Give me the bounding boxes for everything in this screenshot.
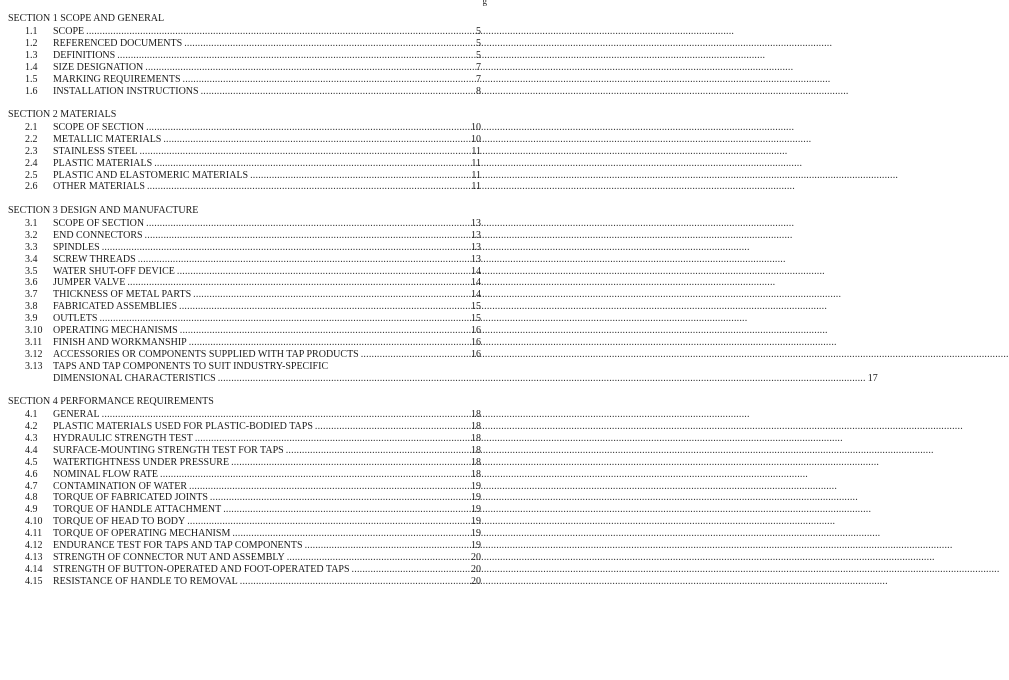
toc-section	[8, 396, 481, 588]
entry-number: 4.9	[25, 504, 38, 516]
toc-section	[8, 109, 481, 193]
entry-number: 4.1	[25, 409, 38, 421]
entry-title: MARKING REQUIREMENTS	[53, 73, 181, 85]
toc-entry[interactable]	[8, 552, 481, 564]
entry-title: SURFACE-MOUNTING STRENGTH TEST FOR TAPS	[53, 444, 284, 456]
entry-page-number: 16	[471, 325, 481, 337]
dot-leader	[160, 469, 469, 481]
entry-title: END CONNECTORS	[53, 229, 143, 241]
entry-page-number: 11	[471, 157, 481, 169]
entry-page-number: 19	[471, 480, 481, 492]
section-heading[interactable]: SECTION 3 DESIGN AND MANUFACTURE	[8, 204, 199, 216]
dot-leader	[286, 445, 469, 457]
dot-leader	[154, 158, 469, 170]
toc-section	[8, 204, 878, 385]
entry-page-number: 20	[471, 563, 481, 575]
dot-leader	[201, 86, 471, 98]
entry-title: OPERATING MECHANISMS	[53, 325, 178, 337]
dot-leader	[361, 349, 469, 361]
dot-leader	[218, 373, 866, 385]
entry-number: 4.7	[25, 480, 38, 492]
entry-title: OTHER MATERIALS	[53, 181, 145, 193]
toc-entry[interactable]	[8, 266, 481, 278]
dot-leader	[127, 277, 469, 289]
table-of-contents	[8, 13, 878, 599]
toc-entry[interactable]	[8, 218, 481, 230]
entry-title: SCOPE	[53, 26, 85, 37]
entry-title: TORQUE OF FABRICATED JOINTS	[53, 492, 208, 504]
dot-leader	[232, 528, 469, 540]
dot-leader	[147, 181, 469, 193]
toc-entry[interactable]	[8, 349, 481, 361]
entry-number: 4.4	[25, 444, 38, 456]
dot-leader	[146, 122, 469, 134]
entry-number: 2.3	[25, 145, 38, 157]
entry-number: 3.13	[25, 360, 43, 372]
entry-number: 1.3	[25, 49, 38, 61]
toc-entry[interactable]	[8, 26, 481, 38]
entry-page-number: 18	[471, 432, 481, 444]
dot-leader	[138, 254, 469, 266]
entry-number: 2.5	[25, 169, 38, 181]
entry-number: 3.4	[25, 253, 38, 265]
entry-title: SIZE DESIGNATION	[53, 61, 144, 73]
entry-title: SCOPE OF SECTION	[53, 121, 145, 133]
dot-leader	[250, 170, 469, 182]
entry-page-number: 18	[471, 444, 481, 456]
toc-entry[interactable]	[8, 242, 481, 254]
entry-number: 3.8	[25, 301, 38, 313]
entry-page-number: 17	[867, 372, 878, 384]
entry-title: WATER SHUT-OFF DEVICE	[53, 265, 175, 277]
toc-entry[interactable]	[8, 170, 481, 182]
toc-entry[interactable]	[8, 433, 481, 445]
entry-page-number: 16	[471, 348, 481, 360]
entry-title: SPINDLES	[53, 241, 100, 253]
dot-leader	[193, 289, 469, 301]
entry-page-number: 13	[471, 241, 481, 253]
dot-leader	[146, 218, 469, 230]
entry-page-number: 11	[471, 181, 481, 193]
dot-leader	[117, 50, 471, 62]
entry-title: FINISH AND WORKMANSHIP	[53, 336, 187, 348]
entry-title: PLASTIC AND ELASTOMERIC MATERIALS	[53, 169, 249, 181]
entry-title: PLASTIC MATERIALS	[53, 157, 153, 169]
toc-entry[interactable]	[8, 325, 481, 337]
entry-number: 3.12	[25, 348, 43, 360]
toc-entry[interactable]	[8, 289, 481, 301]
entry-page-number: 15	[471, 301, 481, 313]
entry-page-number: 15	[471, 313, 481, 325]
section-heading[interactable]: SECTION 1 SCOPE AND GENERAL	[8, 13, 165, 24]
entry-page-number: 19	[471, 504, 481, 516]
entry-number: 3.5	[25, 265, 38, 277]
entry-number: 4.15	[25, 575, 43, 587]
entry-title: SCREW THREADS	[53, 253, 136, 265]
dot-leader	[231, 457, 469, 469]
dot-leader	[139, 146, 469, 158]
entry-page-number: 10	[471, 121, 481, 133]
toc-entry[interactable]	[8, 457, 481, 469]
entry-page-number: 14	[471, 289, 481, 301]
entry-page-number: 13	[471, 229, 481, 241]
entry-number: 4.10	[25, 516, 43, 528]
entry-number: 4.3	[25, 432, 38, 444]
entry-page-number: 19	[471, 516, 481, 528]
entry-page-number: 13	[471, 217, 481, 229]
toc-entry[interactable]	[8, 254, 481, 266]
entry-page-number: 13	[471, 253, 481, 265]
entry-number: 4.11	[25, 528, 43, 540]
toc-entry[interactable]	[8, 62, 481, 74]
entry-title: TAPS AND TAP COMPONENTS TO SUIT INDUSTRY-SPECIFIC	[53, 360, 329, 372]
entry-page-number: 16	[471, 336, 481, 348]
entry-number: 1.2	[25, 37, 38, 49]
entry-page-number: 20	[471, 551, 481, 563]
dot-leader	[163, 134, 469, 146]
entry-number: 4.12	[25, 540, 43, 552]
entry-number: 4.8	[25, 492, 38, 504]
section-heading[interactable]: SECTION 2 MATERIALS	[8, 108, 117, 120]
entry-number: 1.1	[25, 26, 38, 37]
dot-leader	[86, 26, 471, 38]
entry-page-number: 20	[471, 575, 481, 587]
entry-title-continued: DIMENSIONAL CHARACTERISTICS	[53, 372, 216, 384]
entry-number: 2.1	[25, 121, 38, 133]
entry-page-number: 14	[471, 277, 481, 289]
entry-title: CONTAMINATION OF WATER	[53, 480, 188, 492]
dot-leader	[177, 266, 469, 278]
dot-leader	[195, 433, 469, 445]
entry-page-number: 5	[476, 37, 481, 49]
dot-leader	[145, 230, 469, 242]
entry-page-number: 7	[476, 61, 481, 73]
entry-number: 3.9	[25, 313, 38, 325]
page-header-mark: g	[482, 0, 487, 6]
entry-title: TORQUE OF HANDLE ATTACHMENT	[53, 504, 222, 516]
toc-entry[interactable]	[8, 516, 481, 528]
dot-leader	[287, 552, 469, 564]
entry-number: 4.6	[25, 468, 38, 480]
entry-title: GENERAL	[53, 409, 100, 421]
entry-number: 3.7	[25, 289, 38, 301]
entry-number: 4.14	[25, 563, 43, 575]
toc-entry[interactable]	[8, 86, 481, 98]
entry-page-number: 11	[471, 169, 481, 181]
dot-leader	[102, 409, 469, 421]
toc-entry[interactable]	[8, 134, 481, 146]
entry-title: REFERENCED DOCUMENTS	[53, 37, 183, 49]
toc-entry[interactable]	[8, 492, 481, 504]
entry-number: 3.2	[25, 229, 38, 241]
dot-leader	[184, 38, 471, 50]
dot-leader	[180, 325, 469, 337]
entry-page-number: 19	[471, 540, 481, 552]
entry-page-number: 14	[471, 265, 481, 277]
toc-entry[interactable]	[8, 421, 481, 433]
dot-leader	[102, 242, 469, 254]
entry-title: JUMPER VALVE	[53, 277, 126, 289]
entry-title: RESISTANCE OF HANDLE TO REMOVAL	[53, 575, 238, 587]
entry-number: 3.1	[25, 217, 38, 229]
toc-entry[interactable]	[8, 146, 481, 158]
entry-number: 3.10	[25, 325, 43, 337]
entry-page-number: 10	[471, 133, 481, 145]
entry-page-number: 18	[471, 456, 481, 468]
entry-title: FABRICATED ASSEMBLIES	[53, 301, 178, 313]
entry-title: DEFINITIONS	[53, 49, 116, 61]
entry-page-number: 11	[471, 145, 481, 157]
entry-page-number: 5	[476, 26, 481, 37]
dot-leader	[240, 576, 469, 588]
entry-title: TORQUE OF OPERATING MECHANISM	[53, 528, 231, 540]
entry-title: STAINLESS STEEL	[53, 145, 138, 157]
entry-number: 4.2	[25, 420, 38, 432]
toc-entry[interactable]	[8, 540, 481, 552]
entry-number: 3.6	[25, 277, 38, 289]
toc-entry[interactable]	[8, 481, 481, 493]
entry-page-number: 19	[471, 492, 481, 504]
entry-number: 2.6	[25, 181, 38, 193]
entry-page-number: 8	[476, 85, 481, 97]
dot-leader	[189, 481, 469, 493]
toc-entry[interactable]	[8, 181, 481, 193]
dot-leader	[352, 564, 469, 576]
toc-entry[interactable]	[8, 313, 481, 325]
toc-entry[interactable]	[8, 504, 481, 516]
toc-entry[interactable]	[8, 277, 481, 289]
dot-leader	[99, 313, 469, 325]
entry-title: NOMINAL FLOW RATE	[53, 468, 158, 480]
entry-title: SCOPE OF SECTION	[53, 217, 145, 229]
entry-number: 2.4	[25, 157, 38, 169]
entry-number: 2.2	[25, 133, 38, 145]
toc-entry[interactable]	[8, 576, 481, 588]
dot-leader	[189, 337, 469, 349]
toc-entry[interactable]	[8, 360, 878, 385]
toc-entry[interactable]	[8, 158, 481, 170]
toc-entry[interactable]	[8, 38, 481, 50]
dot-leader	[145, 62, 471, 74]
entry-title: ENDURANCE TEST FOR TAPS AND TAP COMPONENTS	[53, 540, 303, 552]
dot-leader	[187, 516, 469, 528]
toc-entry[interactable]	[8, 409, 481, 421]
entry-page-number: 7	[476, 73, 481, 85]
entry-page-number: 18	[471, 468, 481, 480]
toc-entry[interactable]	[8, 445, 481, 457]
entry-title: THICKNESS OF METAL PARTS	[53, 289, 192, 301]
section-heading[interactable]: SECTION 4 PERFORMANCE REQUIREMENTS	[8, 396, 214, 408]
entry-number: 3.11	[25, 336, 43, 348]
toc-section	[8, 13, 481, 97]
entry-title: ACCESSORIES OR COMPONENTS SUPPLIED WITH TAP PRODUCTS	[53, 348, 359, 360]
entry-title: METALLIC MATERIALS	[53, 133, 162, 145]
entry-title: PLASTIC MATERIALS USED FOR PLASTIC-BODIED TAPS	[53, 420, 313, 432]
toc-entry[interactable]	[8, 230, 481, 242]
entry-number: 4.13	[25, 551, 43, 563]
entry-page-number: 18	[471, 420, 481, 432]
entry-title: OUTLETS	[53, 313, 98, 325]
entry-number: 3.3	[25, 241, 38, 253]
toc-entry[interactable]	[8, 337, 481, 349]
dot-leader	[305, 540, 469, 552]
toc-entry[interactable]	[8, 528, 481, 540]
entry-title: INSTALLATION INSTRUCTIONS	[53, 85, 199, 97]
dot-leader	[315, 421, 469, 433]
toc-entry[interactable]	[8, 74, 481, 86]
toc-entry[interactable]	[8, 301, 481, 313]
dot-leader	[210, 492, 469, 504]
entry-title: TORQUE OF HEAD TO BODY	[53, 516, 186, 528]
entry-title: HYDRAULIC STRENGTH TEST	[53, 432, 193, 444]
entry-page-number: 19	[471, 528, 481, 540]
toc-entry[interactable]	[8, 564, 481, 576]
entry-page-number: 18	[471, 409, 481, 421]
dot-leader	[183, 74, 472, 86]
toc-entry[interactable]	[8, 50, 481, 62]
entry-number: 1.5	[25, 73, 38, 85]
entry-number: 4.5	[25, 456, 38, 468]
dot-leader	[223, 504, 469, 516]
toc-entry[interactable]	[8, 122, 481, 134]
entry-number: 1.6	[25, 85, 38, 97]
entry-title: STRENGTH OF BUTTON-OPERATED AND FOOT-OPERATED TAPS	[53, 563, 350, 575]
dot-leader	[179, 301, 469, 313]
toc-entry[interactable]	[8, 469, 481, 481]
entry-title: WATERTIGHTNESS UNDER PRESSURE	[53, 456, 230, 468]
entry-page-number: 5	[476, 49, 481, 61]
entry-title: STRENGTH OF CONNECTOR NUT AND ASSEMBLY	[53, 551, 285, 563]
entry-number: 1.4	[25, 61, 38, 73]
